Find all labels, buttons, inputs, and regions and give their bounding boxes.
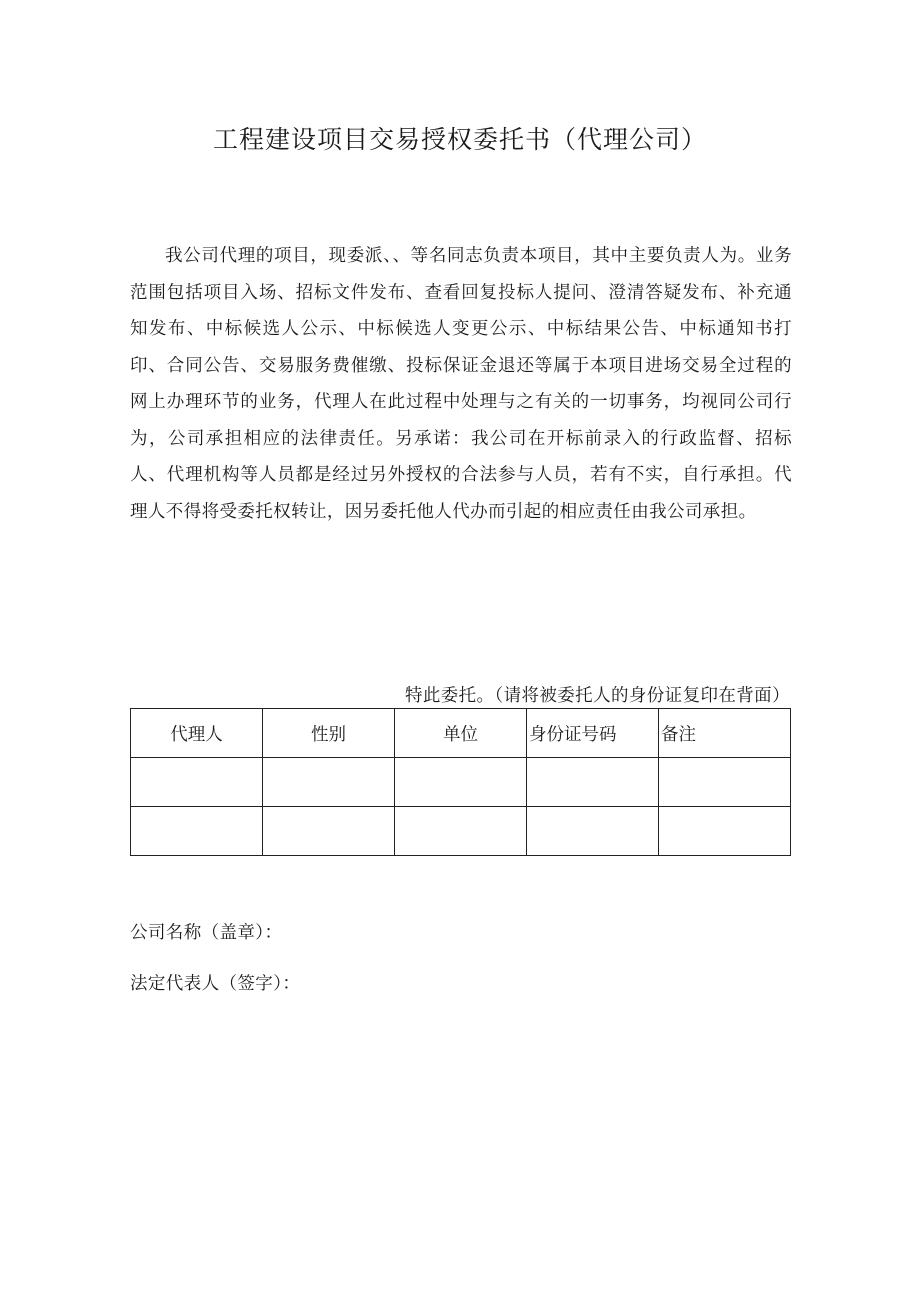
table-cell — [659, 807, 791, 856]
closing-statement: 特此委托。（请将被委托人的身份证复印在背面） — [404, 686, 790, 706]
table-cell — [395, 758, 527, 807]
table-cell — [527, 758, 659, 807]
header-gender: 性别 — [263, 709, 395, 758]
header-agent: 代理人 — [131, 709, 263, 758]
agent-table — [130, 708, 791, 856]
table-row — [131, 807, 791, 856]
table-cell — [263, 807, 395, 856]
company-name-label: 公司名称（盖章）： — [130, 923, 283, 943]
header-id-number: 身份证号码 — [527, 709, 659, 758]
document-title: 工程建设项目交易授权委托书（代理公司） — [212, 125, 707, 154]
authorization-body: 我公司代理的项目，现委派、、等名同志负责本项目，其中主要负责人为。业务范围包括项目入场、招标文件发布、查看回复投标人提问、澄清答疑发布、补充通知发布、中标候选人公示、中标候选人变更公示、中标结果公告、中标通知书打印、合同公告、交易服务费催缴、投标保证金退还等属于本项目进场交易全过程的网上办理环节的业务，代理人在此过程中处理与之有关的一切事务，均视同公司行为，公司承担相应的法律责任。另承诺：我公司在开标前录入的行政监督、招标人、代理机构等人员都是经过另外授权的合法参与人员，若有不实，自行承担。代理人不得将受委托权转让，因另委托他人代办而引起的相应责任由我公司承担。 — [130, 246, 792, 522]
table-row — [131, 758, 791, 807]
table-cell — [527, 807, 659, 856]
legal-representative-label: 法定代表人（签字）： — [130, 974, 301, 994]
table-cell — [659, 758, 791, 807]
table-header-row — [131, 709, 791, 758]
table-cell — [131, 807, 263, 856]
header-remarks: 备注 — [659, 709, 791, 758]
header-unit: 单位 — [395, 709, 527, 758]
table-cell — [395, 807, 527, 856]
table-cell — [131, 758, 263, 807]
table-cell — [263, 758, 395, 807]
